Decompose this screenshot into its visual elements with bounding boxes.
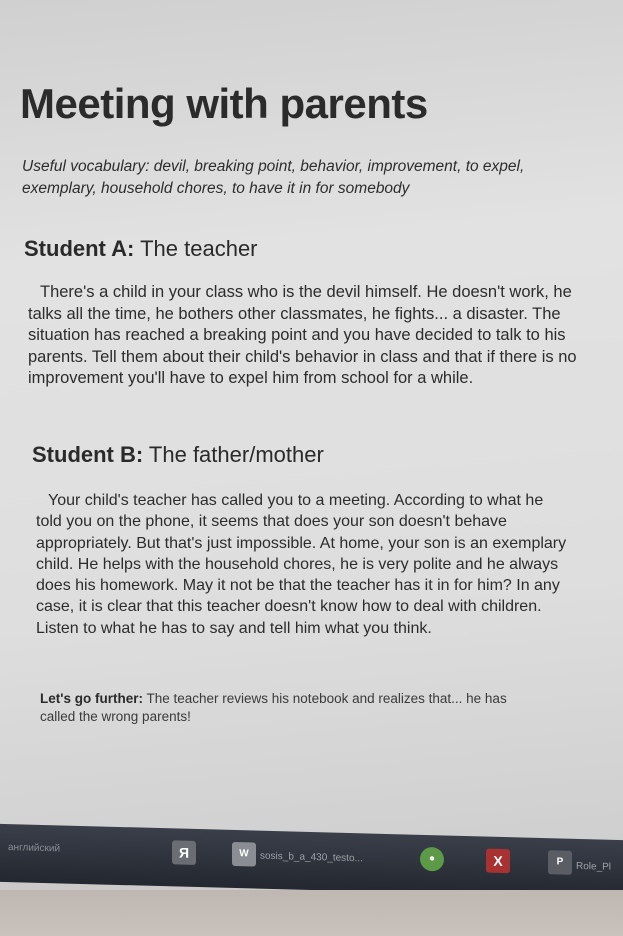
useful-vocabulary: Useful vocabulary: devil, breaking point, behavior, improvement, to expel, exemplary, household chores, to have it in for somebody [22,158,525,197]
student-a-heading [24,236,258,262]
page-title: Meeting with parents [20,80,428,127]
further-text: The teacher reviews his notebook and realizes that... he has called the wrong parents! [40,691,507,724]
student-a-text: There's a child in your class who is the devil himself. He doesn't work, he talks all the time, he bothers other classmates, he fights... a disaster. The situation has reached a breaking point and you have decided to talk to his parents. Tell them about their child's behavior in class and that if there is no improvement you'll have to expel him from school for a while. [28,283,577,387]
chrome-icon[interactable]: ● [420,847,444,872]
powerpoint-icon[interactable]: P [548,850,572,875]
further-label: Let's go further: [40,691,143,706]
yandex-browser-icon[interactable]: Я [172,840,196,865]
student-a-role: Student A: [24,236,135,261]
student-b-text: Your child's teacher has called you to a meeting. According to what he told you on the phone, it seems that does your son doesn't behave appropriately. But that's just impossible. At home, your son is an exemplary child. He helps with the household chores, he is very polite and he always does his homework. May it not be that the teacher has it in for him? In any case, it is clear that this teacher doesn't know how to deal with children. Listen to what he has to say and tell him what you think. [36,492,567,637]
app-x-icon[interactable]: X [486,849,510,874]
lets-go-further [40,690,540,726]
taskbar-document-label[interactable]: sosis_b_a_430_testo... [260,850,363,865]
taskbar-powerpoint-label[interactable]: Role_Pl [576,860,612,873]
student-b-heading [32,442,324,468]
student-b-role: Student B: [32,442,144,467]
student-b-character: The father/mother [148,442,324,467]
student-a-character: The teacher [140,236,258,261]
language-indicator[interactable]: английский [8,842,61,855]
word-document-icon[interactable]: W [232,842,256,867]
desk-surface [0,890,623,936]
